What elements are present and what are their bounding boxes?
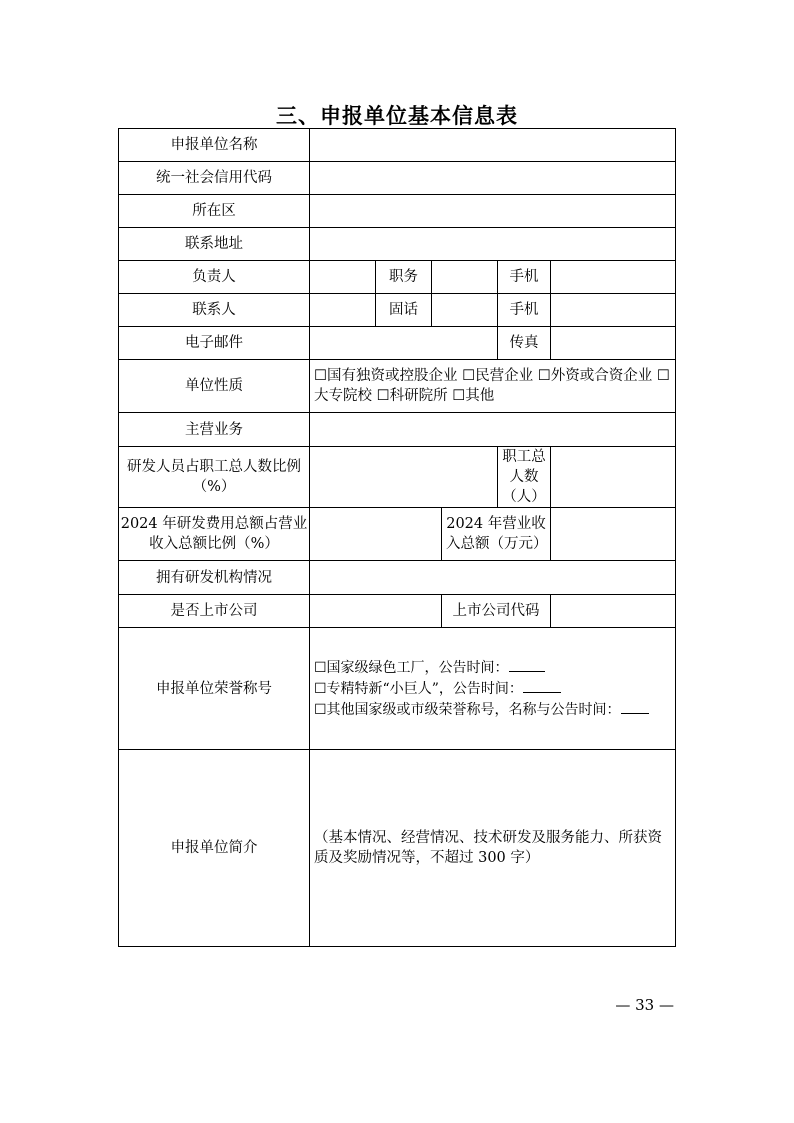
unit-nature-options[interactable]: ☐国有独资或控股企业 ☐民营企业 ☐外资或合资企业 ☐大专院校 ☐科研院所 ☐其他 [310,360,676,413]
label-unit-intro: 申报单位简介 [119,750,310,947]
label-revenue: 2024 年营业收入总额（万元） [442,508,551,561]
label-main-business: 主营业务 [119,413,310,447]
label-fax: 传真 [498,327,551,360]
table-row [119,561,676,595]
table-row [119,413,676,447]
label-stock-code: 上市公司代码 [442,595,551,628]
honor-option-little-giant[interactable]: ☐专精特新“小巨人”，公告时间： [314,678,671,699]
rd-cost-ratio-field[interactable] [310,508,442,561]
fax-field[interactable] [551,327,676,360]
table-row [119,360,676,413]
leader-mobile-field[interactable] [551,261,676,294]
main-business-field[interactable] [310,413,676,447]
honor-option-other[interactable]: ☐其他国家级或市级荣誉称号，名称与公告时间： [314,699,671,720]
label-total-staff: 职工总人数（人） [498,447,551,508]
table-row [119,628,676,750]
label-credit-code: 统一社会信用代码 [119,162,310,195]
table-row [119,294,676,327]
label-position: 职务 [376,261,432,294]
table-row [119,261,676,294]
leader-field[interactable] [310,261,376,294]
label-unit-nature: 单位性质 [119,360,310,413]
label-landline: 固话 [376,294,432,327]
position-field[interactable] [432,261,498,294]
revenue-field[interactable] [551,508,676,561]
page-title: 三、申报单位基本信息表 [276,104,518,128]
landline-field[interactable] [432,294,498,327]
table-row [119,508,676,561]
contact-field[interactable] [310,294,376,327]
table-row [119,327,676,360]
label-unit-name: 申报单位名称 [119,129,310,162]
label-contact: 联系人 [119,294,310,327]
table-row [119,129,676,162]
table-row [119,228,676,261]
honors-field [310,628,676,750]
listed-company-field[interactable] [310,595,442,628]
stock-code-field[interactable] [551,595,676,628]
email-field[interactable] [310,327,498,360]
label-district: 所在区 [119,195,310,228]
label-address: 联系地址 [119,228,310,261]
label-listed-company: 是否上市公司 [119,595,310,628]
label-email: 电子邮件 [119,327,310,360]
table-row [119,750,676,947]
total-staff-field[interactable] [551,447,676,508]
info-form-table [118,128,676,947]
label-contact-mobile: 手机 [498,294,551,327]
table-row [119,195,676,228]
label-rd-institutions: 拥有研发机构情况 [119,561,310,595]
district-field[interactable] [310,195,676,228]
label-mobile: 手机 [498,261,551,294]
label-honors: 申报单位荣誉称号 [119,628,310,750]
honor-option-green-factory[interactable]: ☐国家级绿色工厂，公告时间： [314,657,671,678]
label-rd-cost-ratio: 2024 年研发费用总额占营业收入总额比例（%） [119,508,310,561]
table-row [119,447,676,508]
unit-name-field[interactable] [310,129,676,162]
rd-institutions-field[interactable] [310,561,676,595]
label-leader: 负责人 [119,261,310,294]
table-row [119,162,676,195]
address-field[interactable] [310,228,676,261]
unit-intro-field[interactable]: （基本情况、经营情况、技术研发及服务能力、所获资质及奖励情况等，不超过 300 字） [310,750,676,947]
contact-mobile-field[interactable] [551,294,676,327]
credit-code-field[interactable] [310,162,676,195]
table-row [119,595,676,628]
label-rd-staff-ratio: 研发人员占职工总人数比例（%） [119,447,310,508]
page-number: — 33 — [615,996,674,1014]
rd-staff-ratio-field[interactable] [310,447,498,508]
